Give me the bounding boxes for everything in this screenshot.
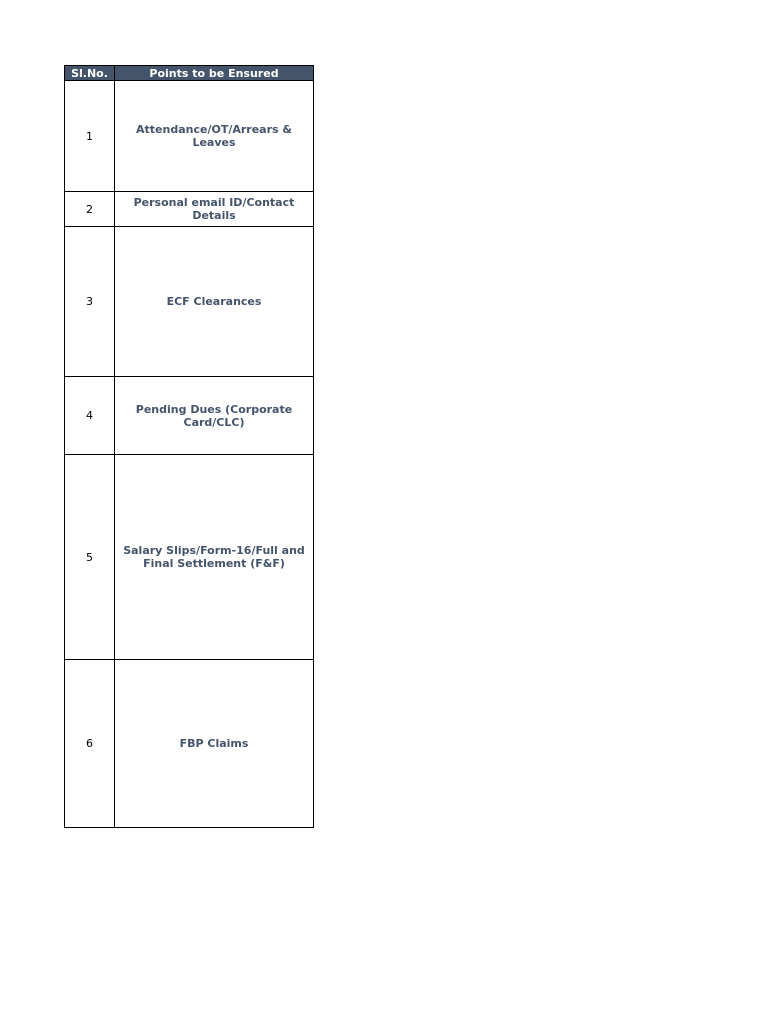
- point-cell: ECF Clearances: [115, 227, 314, 377]
- sl-no-header: Sl.No.: [65, 66, 115, 81]
- checklist-table: [64, 65, 314, 828]
- point-cell: Personal email ID/Contact Details: [115, 192, 314, 227]
- point-cell: FBP Claims: [115, 660, 314, 828]
- sl-number-cell: 4: [65, 377, 115, 455]
- table-header-row: [65, 66, 314, 81]
- points-header: Points to be Ensured: [115, 66, 314, 81]
- table-row: [65, 227, 314, 377]
- point-cell: Attendance/OT/Arrears & Leaves: [115, 81, 314, 192]
- table-row: [65, 660, 314, 828]
- sl-number-cell: 1: [65, 81, 115, 192]
- table-row: [65, 455, 314, 660]
- sl-number-cell: 6: [65, 660, 115, 828]
- table-row: [65, 81, 314, 192]
- table-row: [65, 192, 314, 227]
- point-cell: Salary Slips/Form-16/Full and Final Settlement (F&F): [115, 455, 314, 660]
- table-row: [65, 377, 314, 455]
- sl-number-cell: 2: [65, 192, 115, 227]
- point-cell: Pending Dues (Corporate Card/CLC): [115, 377, 314, 455]
- sl-number-cell: 5: [65, 455, 115, 660]
- sl-number-cell: 3: [65, 227, 115, 377]
